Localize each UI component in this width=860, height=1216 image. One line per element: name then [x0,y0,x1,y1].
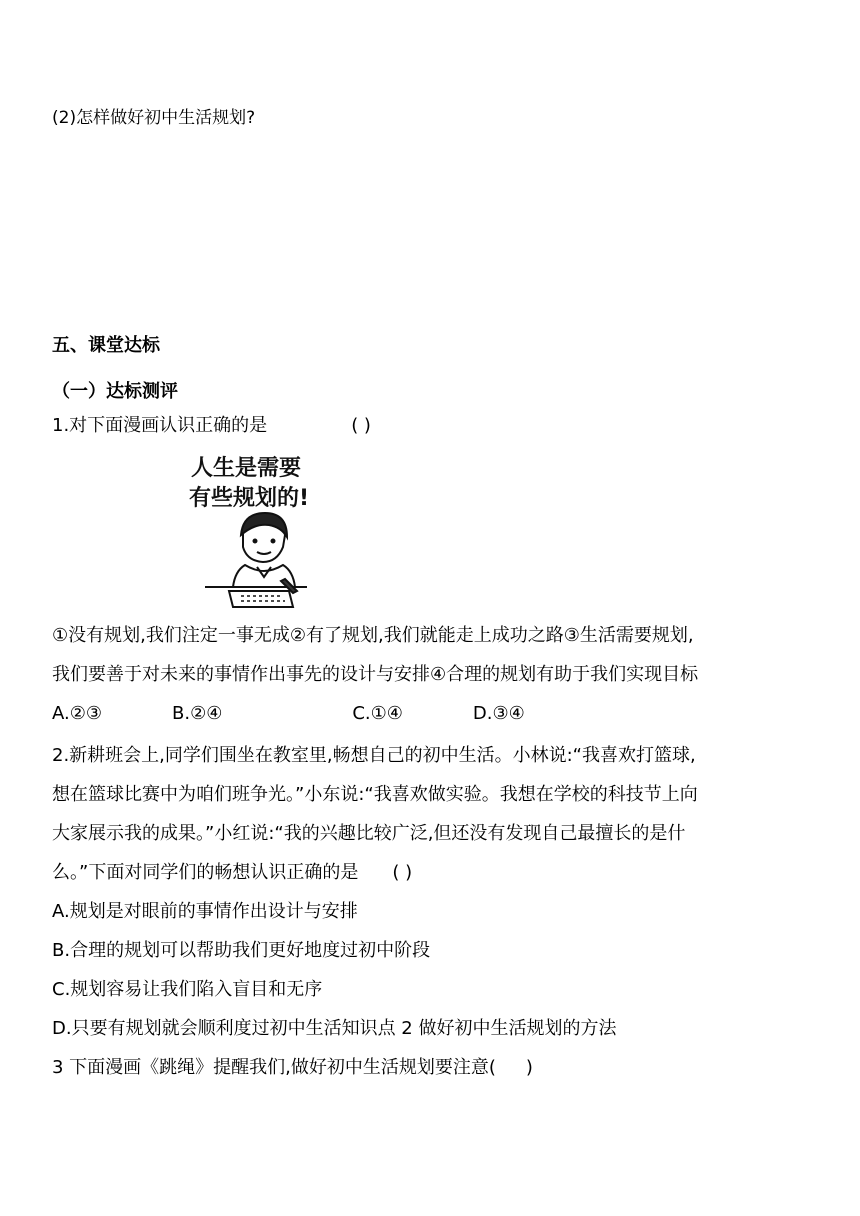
question-2-line2: 想在篮球比赛中为咱们班争光。”小东说:“我喜欢做实验。我想在学校的科技节上向 [52,784,698,805]
planning-cartoon [185,447,340,612]
section-title: 五、课堂达标 [52,335,160,356]
option-d[interactable]: D.③④ [472,703,525,724]
answer-paren: ( ) [392,862,413,883]
question-2-line4 [52,861,412,885]
question-part-2: (2)怎样做好初中生活规划? [52,108,256,128]
answer-paren-close: ) [525,1057,533,1078]
option-b[interactable]: B.②④ [172,703,223,724]
question-2-option-c[interactable]: C.规划容易让我们陷入盲目和无序 [52,979,323,1000]
question-3-text: 3 下面漫画《跳绳》提醒我们,做好初中生活规划要注意( [52,1057,496,1078]
question-2-option-a[interactable]: A.规划是对眼前的事情作出设计与安排 [52,901,358,922]
student-figure [233,513,295,587]
question-1-stem [52,414,371,438]
subsection-title: （一）达标测评 [52,381,178,402]
question-2-option-d[interactable]: D.只要有规划就会顺利度过初中生活知识点 2 做好初中生活规划的方法 [52,1018,617,1039]
question-1-text: 1.对下面漫画认识正确的是 [52,415,268,436]
question-2-line4-text: 么。”下面对同学们的畅想认识正确的是 [52,862,359,883]
question-2-option-b[interactable]: B.合理的规划可以帮助我们更好地度过初中阶段 [52,940,431,961]
cartoon-caption-line2: 有些规划的! [189,486,310,511]
cartoon-caption-line1: 人生是需要 [191,456,302,481]
option-c[interactable]: C.①④ [352,703,403,724]
answer-paren: ( ) [351,415,371,436]
question-3-stem [52,1056,533,1080]
question-1-statements-line2: 我们要善于对未来的事情作出事先的设计与安排④合理的规划有助于我们实现目标 [52,664,699,685]
option-a[interactable]: A.②③ [52,703,102,724]
question-1-statements-line1: ①没有规划,我们注定一事无成②有了规划,我们就能走上成功之路③生活需要规划, [52,625,694,646]
question-1-options [52,702,525,726]
question-2-line1: 2.新耕班会上,同学们围坐在教室里,畅想自己的初中生活。小林说:“我喜欢打篮球, [52,745,696,766]
question-2-line3: 大家展示我的成果。”小红说:“我的兴趣比较广泛,但还没有发现自己最擅长的是什 [52,823,686,844]
